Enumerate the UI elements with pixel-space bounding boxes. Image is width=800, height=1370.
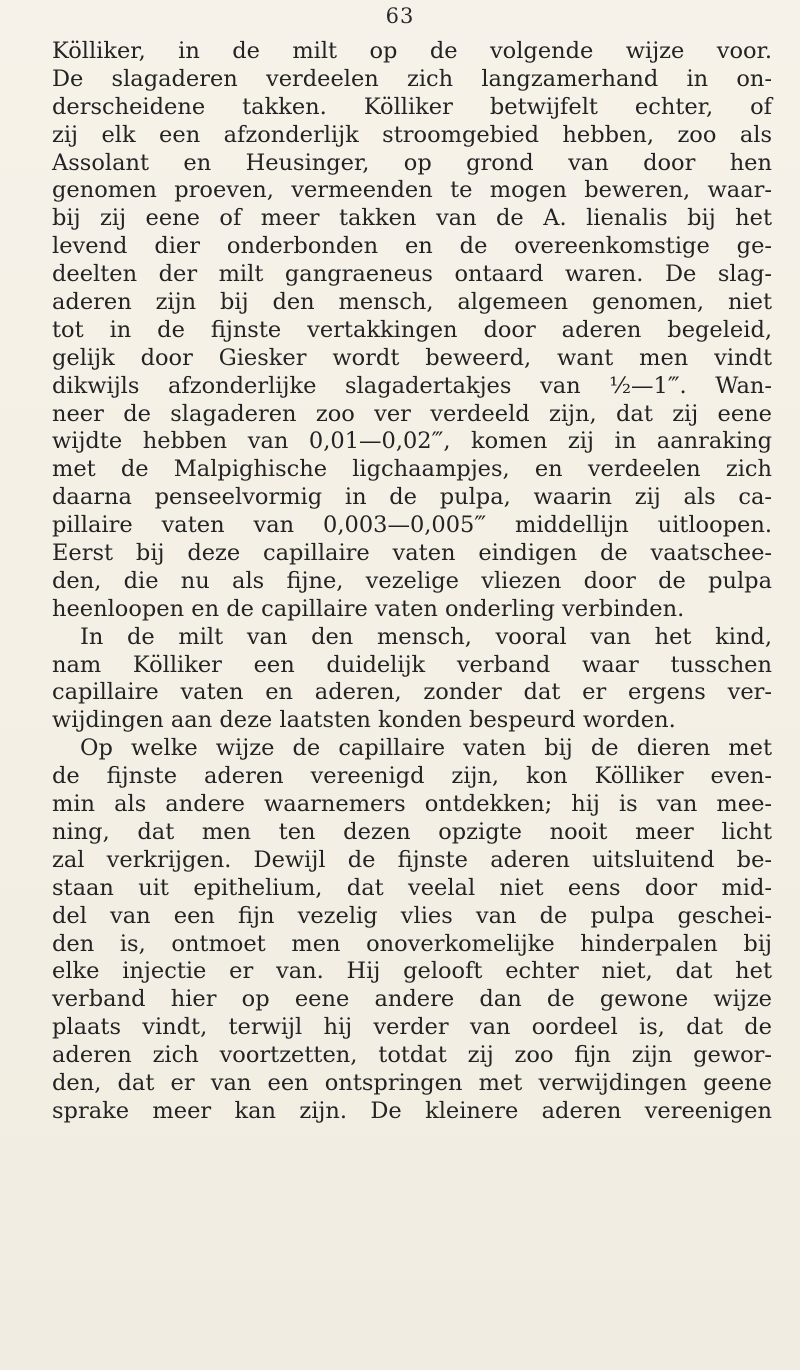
- text-line: nam Kölliker een duidelijk verband waar tusschen: [52, 651, 772, 678]
- text-line: aderen zijn bij den mensch, algemeen genomen, niet: [52, 289, 772, 316]
- text-line: wijdingen aan deze laatsten konden bespeurd worden.: [52, 707, 676, 734]
- text-line: zal verkrijgen. Dewijl de fijnste aderen uitsluitend be-: [52, 846, 772, 873]
- text-line: staan uit epithelium, dat veelal niet eens door mid-: [52, 874, 772, 901]
- text-line: Op welke wijze de capillaire vaten bij de dieren met: [80, 735, 772, 762]
- text-line: met de Malpighische ligchaampjes, en verdeelen zich: [52, 456, 772, 483]
- text-line: deelten der milt gangraeneus ontaard waren. De slag-: [52, 261, 772, 288]
- text-line: plaats vindt, terwijl hij verder van oordeel is, dat de: [52, 1014, 772, 1041]
- text-line: levend dier onderbonden en de overeenkomstige ge-: [52, 233, 772, 260]
- text-line: Eerst bij deze capillaire vaten eindigen de vaatschee-: [52, 540, 772, 567]
- text-line: zij elk een afzonderlijk stroomgebied hebben, zoo als: [52, 121, 772, 148]
- text-line: capillaire vaten en aderen, zonder dat er ergens ver-: [52, 679, 772, 706]
- text-line: derscheidene takken. Kölliker betwijfelt echter, of: [52, 93, 772, 120]
- text-line: ning, dat men ten dezen opzigte nooit meer licht: [52, 818, 772, 845]
- text-line: aderen zich voortzetten, totdat zij zoo fijn zijn gewor-: [52, 1042, 772, 1069]
- text-line: genomen proeven, vermeenden te mogen beweren, waar-: [52, 177, 772, 204]
- text-line: daarna penseelvormig in de pulpa, waarin zij als ca-: [52, 484, 772, 511]
- text-line: elke injectie er van. Hij gelooft echter niet, dat het: [52, 958, 772, 985]
- text-line: heenloopen en de capillaire vaten onderling verbinden.: [52, 595, 685, 622]
- text-line: verband hier op eene andere dan de gewone wijze: [52, 986, 772, 1013]
- text-line: pillaire vaten van 0,003—0,005‴ middellijn uitloopen.: [52, 512, 772, 539]
- text-line: Assolant en Heusinger, op grond van door hen: [52, 149, 772, 176]
- text-line: tot in de fijnste vertakkingen door aderen begeleid,: [52, 316, 772, 343]
- text-line: gelijk door Giesker wordt beweerd, want men vindt: [52, 344, 772, 371]
- text-line: dikwijls afzonderlijke slagadertakjes van ½—1‴. Wan-: [52, 372, 772, 399]
- text-line: neer de slagaderen zoo ver verdeeld zijn, dat zij eene: [52, 400, 772, 427]
- text-line: del van een fijn vezelig vlies van de pulpa geschei-: [52, 902, 772, 929]
- text-line: min als andere waarnemers ontdekken; hij is van mee-: [52, 791, 772, 818]
- text-line: bij zij eene of meer takken van de A. lienalis bij het: [52, 205, 772, 232]
- text-line: de fijnste aderen vereenigd zijn, kon Kölliker even-: [52, 763, 772, 790]
- text-line: den, dat er van een ontspringen met verwijdingen geene: [52, 1069, 772, 1096]
- page-number: 63: [385, 4, 415, 28]
- body-text: [52, 38, 772, 1126]
- text-line: Kölliker, in de milt op de volgende wijze voor.: [52, 38, 772, 64]
- text-line: den, die nu als fijne, vezelige vliezen door de pulpa: [52, 567, 772, 594]
- text-line: wijdte hebben van 0,01—0,02‴, komen zij in aanraking: [52, 428, 772, 455]
- text-line: De slagaderen verdeelen zich langzamerhand in on-: [52, 65, 772, 92]
- text-line: In de milt van den mensch, vooral van het kind,: [80, 623, 772, 650]
- text-line: den is, ontmoet men onoverkomelijke hinderpalen bij: [52, 930, 772, 957]
- text-line: sprake meer kan zijn. De kleinere aderen vereenigen: [52, 1097, 772, 1124]
